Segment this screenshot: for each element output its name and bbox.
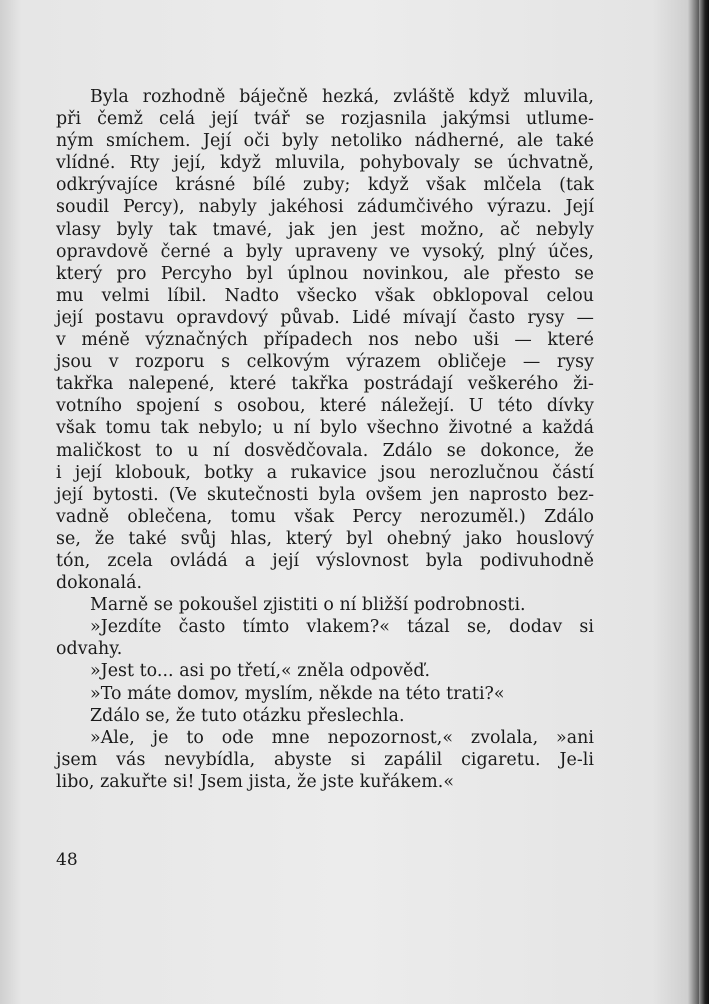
text-line: vlasy byly tak tmavé, jak jen jest možno, ač nebyly xyxy=(56,219,594,240)
text-line: opravdově černé a byly upraveny ve vysoký, plný účes, xyxy=(56,241,594,262)
text-line: odkrývajíce krásné bílé zuby; když však mlčela (tak xyxy=(56,175,594,196)
text-line: »Ale, je to ode mne nepozornost,« zvolala, »ani xyxy=(90,727,594,748)
text-line: jsou v rozporu s celkovým výrazem obličeje — rysy xyxy=(56,352,594,373)
text-line: Marně se pokoušel zjistiti o ní bližší podrobnosti. xyxy=(90,595,526,616)
text-line: její bytosti. (Ve skutečnosti byla ovšem jen naprosto bez- xyxy=(56,484,594,505)
text-line: vadně oblečena, tomu však Percy nerozuměl.) Zdálo xyxy=(56,506,594,527)
text-line: soudil Percy), nabyly jakéhosi zádumčivého výrazu. Její xyxy=(56,197,594,218)
body-text xyxy=(56,86,594,793)
text-line: vlídné. Rty její, když mluvila, pohybovaly se úchvatně, xyxy=(56,153,594,174)
text-line: Byla rozhodně báječně hezká, zvláště když mluvila, xyxy=(90,87,594,107)
text-line: jsem vás nevybídla, abyste si zapálil cigaretu. Je-li xyxy=(56,749,594,770)
text-line: »Jezdíte často tímto vlakem?« tázal se, dodav si xyxy=(90,617,594,638)
page-number: 48 xyxy=(56,850,78,870)
text-line: dokonalá. xyxy=(56,573,143,594)
text-line: tón, zcela ovládá a její výslovnost byla podivuhodně xyxy=(56,550,594,571)
text-line: odvahy. xyxy=(56,639,123,660)
text-line: i její klobouk, botky a rukavice jsou nerozlučnou částí xyxy=(56,462,594,483)
text-line: však tomu tak nebylo; u ní bylo všechno životné a každá xyxy=(56,418,594,439)
text-line: libo, zakuřte si! Jsem jista, že jste kuřákem.« xyxy=(56,771,455,792)
text-line: votního spojení s osobou, které náležejí. U této dívky xyxy=(56,396,594,417)
text-line: který pro Percyho byl úplnou novinkou, ale přesto se xyxy=(56,263,594,284)
text-line: v méně význačných případech nos nebo uši — které xyxy=(56,330,594,351)
text-line: se, že také svůj hlas, který byl ohebný jako houslový xyxy=(56,528,594,549)
text-line: ným smíchem. Její oči byly netoliko nádherné, ale také xyxy=(56,131,594,152)
text-line: při čemž celá její tvář se rozjasnila jakýmsi utlume- xyxy=(56,109,594,130)
text-line: maličkost to u ní dosvědčovala. Zdálo se dokonce, že xyxy=(56,440,594,461)
book-spine-shadow xyxy=(699,0,709,1004)
text-line: Zdálo se, že tuto otázku přeslechla. xyxy=(90,705,405,726)
text-line: »To máte domov, myslím, někde na této trati?« xyxy=(90,683,505,704)
text-line: mu velmi líbil. Nadto všecko však obklopoval celou xyxy=(56,285,594,306)
text-line: »Jest to... asi po třetí,« zněla odpověď. xyxy=(90,661,431,682)
text-line: její postavu opravdový půvab. Lidé mívají často rysy — xyxy=(56,307,594,328)
text-line: takřka nalepené, které takřka postrádají veškerého ži- xyxy=(56,374,594,395)
